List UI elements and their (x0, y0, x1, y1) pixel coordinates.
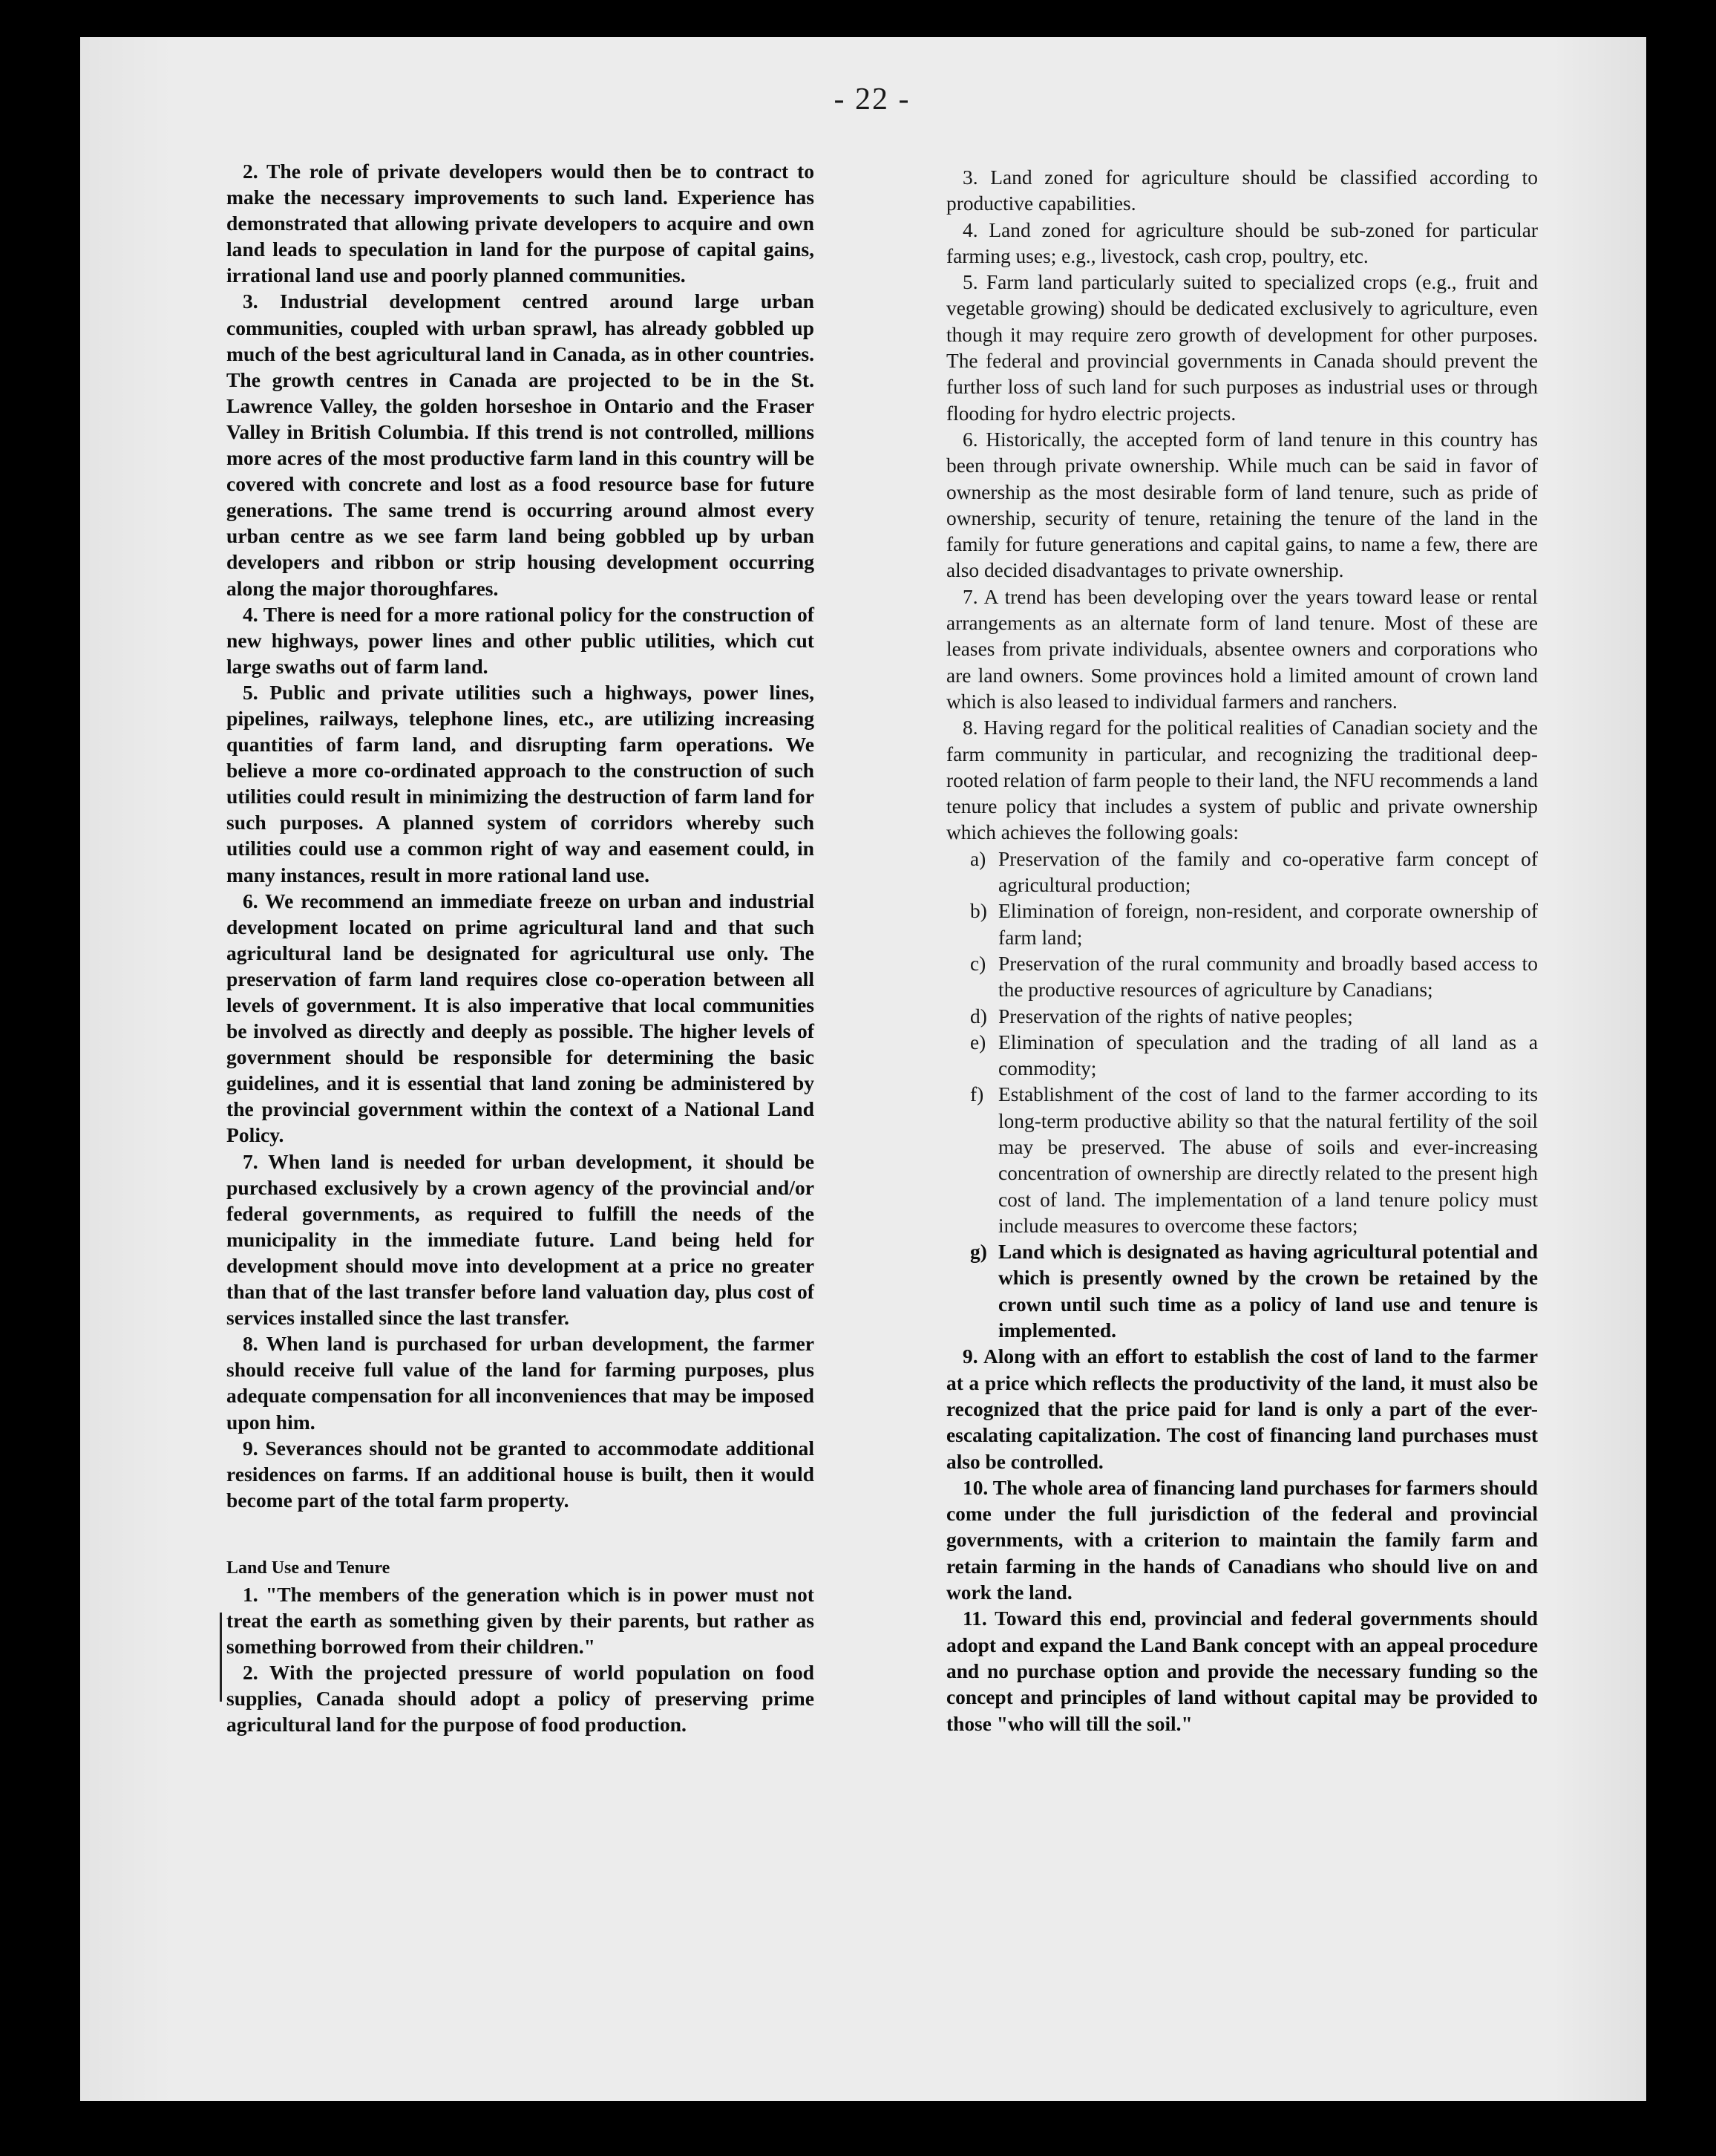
goal-letter: c) (970, 952, 986, 975)
goal-item-c (970, 951, 1538, 1004)
goal-letter: a) (970, 847, 986, 870)
paragraph-left-8: 8. When land is purchased for urban development, the farmer should receive full value of the land for farming purposes, plus adequate compensation for all inconveniences that may be imposed upon him. (226, 1332, 814, 1434)
paragraph-right-4: 4. Land zoned for agriculture should be sub-zoned for particular farming uses; e.g., livestock, cash crop, poultry, etc. (946, 218, 1538, 267)
goal-letter: b) (970, 900, 987, 923)
goal-letter: e) (970, 1030, 986, 1054)
goal-item-b (970, 898, 1538, 951)
paragraph-left-5: 5. Public and private utilities such a highways, power lines, pipelines, railways, telephone lines, etc., are utilizing increasing quantities of farm land, and disrupting farm operations. We believe a more co-ordinated approach to the construction of such utilities could result in minimizing the destruction of farm land for such purposes. A planned system of corridors whereby such utilities could use a common right of way and easement could, in many instances, result in more rational land use. (226, 680, 814, 886)
goal-letter: d) (970, 1004, 987, 1028)
goal-text: Preservation of the rural community and broadly based access to the productive resources of agriculture by Canadians; (998, 952, 1538, 1002)
right-column (946, 165, 1538, 1737)
paragraph-left-2: 2. The role of private developers would then be to contract to make the necessary improvements to such land. Experience has demonstrated that allowing private developers to acquire and own land leads to speculation in land for the purpose of capital gains, irrational land use and poorly planned communities. (226, 160, 814, 287)
goal-letter: g) (970, 1241, 987, 1264)
paragraph-right-6: 6. Historically, the accepted form of land tenure in this country has been through private ownership. While much can be said in favor of ownership as the most desirable form of land tenure, such as pride of ownership, security of tenure, retaining the tenure of the land in the family for future generations and capital gains, to name a few, there are also decided disadvantages to private ownership. (946, 428, 1538, 582)
goals-list (946, 846, 1538, 1345)
left-column (226, 158, 814, 1738)
goal-text: Preservation of the rights of native peoples; (998, 1004, 1353, 1028)
paragraph-right-7: 7. A trend has been developing over the years toward lease or rental arrangements as an alternate form of land tenure. Most of these are leases from private individuals, absentee owners and corporations who are land owners. Some provinces hold a limited amount of crown land which is also leased to individual farmers and ranchers. (946, 585, 1538, 713)
paragraph-left-3: 3. Industrial development centred around large urban communities, coupled with urban sprawl, has already gobbled up much of the best agricultural land in Canada, as in other countries. The growth centres in Canada are projected to be in the St. Lawrence Valley, the golden horseshoe in Ontario and the Fraser Valley in British Columbia. If this trend is not controlled, millions more acres of the most productive farm land in this country will be covered with concrete and lost as a food resource base for future generations. The same trend is occurring around almost every urban centre as we see farm land being gobbled up by urban developers and ribbon or strip housing development occurring along the major thoroughfares. (226, 290, 814, 600)
goal-item-g (970, 1239, 1538, 1344)
paragraph-right-10: 10. The whole area of financing land purchases for farmers should come under the full jurisdiction of the federal and provincial governments, with a criterion to maintain the family farm and retain farming in the hands of Canadians who should live on and work the land. (946, 1476, 1538, 1604)
goal-text: Elimination of foreign, non-resident, and corporate ownership of farm land; (998, 900, 1538, 949)
paragraph-right-8: 8. Having regard for the political realities of Canadian society and the farm community in particular, and recognizing the traditional deep-rooted relation of farm people to their land, the NFU recommends a land tenure policy that includes a system of public and private ownership which achieves the following goals: (946, 716, 1538, 844)
paragraph-right-5: 5. Farm land particularly suited to specialized crops (e.g., fruit and vegetable growing) should be dedicated exclusively to agriculture, even though it may require zero growth of development for other purposes. The federal and provincial governments in Canada should prevent the further loss of such land for such purposes as industrial uses or through flooding for hydro electric projects. (946, 271, 1538, 425)
goal-text: Land which is designated as having agricultural potential and which is presently owned by the crown be retained by the crown until such time as a policy of land use and tenure is implemented. (998, 1241, 1538, 1342)
page-number: - 22 - (834, 82, 911, 117)
paragraph-land-use-2: 2. With the projected pressure of world population on food supplies, Canada should adopt a policy of preserving prime agricultural land for the purpose of food production. (226, 1661, 814, 1737)
paragraph-right-9: 9. Along with an effort to establish the cost of land to the farmer at a price which reflects the productivity of the land, it must also be recognized that the price paid for land is only a part of the ever-escalating capitalization. The cost of financing land purchases must also be controlled. (946, 1345, 1538, 1473)
goal-letter: f) (970, 1083, 984, 1106)
paragraph-land-use-1: 1. "The members of the generation which is in power must not treat the earth as something given by their parents, but rather as something borrowed from their children." (226, 1582, 814, 1659)
goal-text: Elimination of speculation and the trading of all land as a commodity; (998, 1030, 1538, 1080)
paragraph-right-11: 11. Toward this end, provincial and federal governments should adopt and expand the Land Bank concept with an appeal procedure and no purchase option and provide the necessary funding so the concept and principles of land without capital may be provided to those "who will till the soil." (946, 1607, 1538, 1735)
paragraph-left-4: 4. There is need for a more rational policy for the construction of new highways, power lines and other public utilities, which cut large swaths out of farm land. (226, 602, 814, 678)
goal-item-a (970, 846, 1538, 899)
goal-text: Preservation of the family and co-operative farm concept of agricultural production; (998, 847, 1538, 897)
paragraph-left-6: 6. We recommend an immediate freeze on urban and industrial development located on prime agricultural land and that such agricultural land be designated for agricultural use only. The preservation of farm land requires close co-operation between all levels of government. It is also imperative that local communities be involved as directly and deeply as possible. The higher levels of government should be responsible for determining the basic guidelines, and it is essential that land zoning be administered by the provincial government within the context of a National Land Policy. (226, 889, 814, 1147)
goal-item-f (970, 1082, 1538, 1239)
paragraph-right-3: 3. Land zoned for agriculture should be classified according to productive capabilities. (946, 166, 1538, 215)
margin-mark (220, 1613, 222, 1702)
goal-item-d (970, 1004, 1538, 1030)
goal-item-e (970, 1030, 1538, 1082)
paragraph-left-7: 7. When land is needed for urban development, it should be purchased exclusively by a crown agency of the provincial and/or federal governments, as required to fulfill the needs of the municipality in the immediate future. Land being held for development should move into development at a price no greater than that of the last transfer before land valuation day, plus cost of services installed since the last transfer. (226, 1149, 814, 1330)
section-heading-land-use: Land Use and Tenure (226, 1558, 390, 1578)
goal-text: Establishment of the cost of land to the farmer according to its long-term productive ability so that the natural fertility of the soil may be preserved. The abuse of soils and ever-increasing concentration of ownership are directly related to the present high cost of land. The implementation of a land tenure policy must include measures to overcome these factors; (998, 1083, 1538, 1237)
paragraph-left-9: 9. Severances should not be granted to accommodate additional residences on farms. If an additional house is built, then it would become part of the total farm property. (226, 1436, 814, 1512)
